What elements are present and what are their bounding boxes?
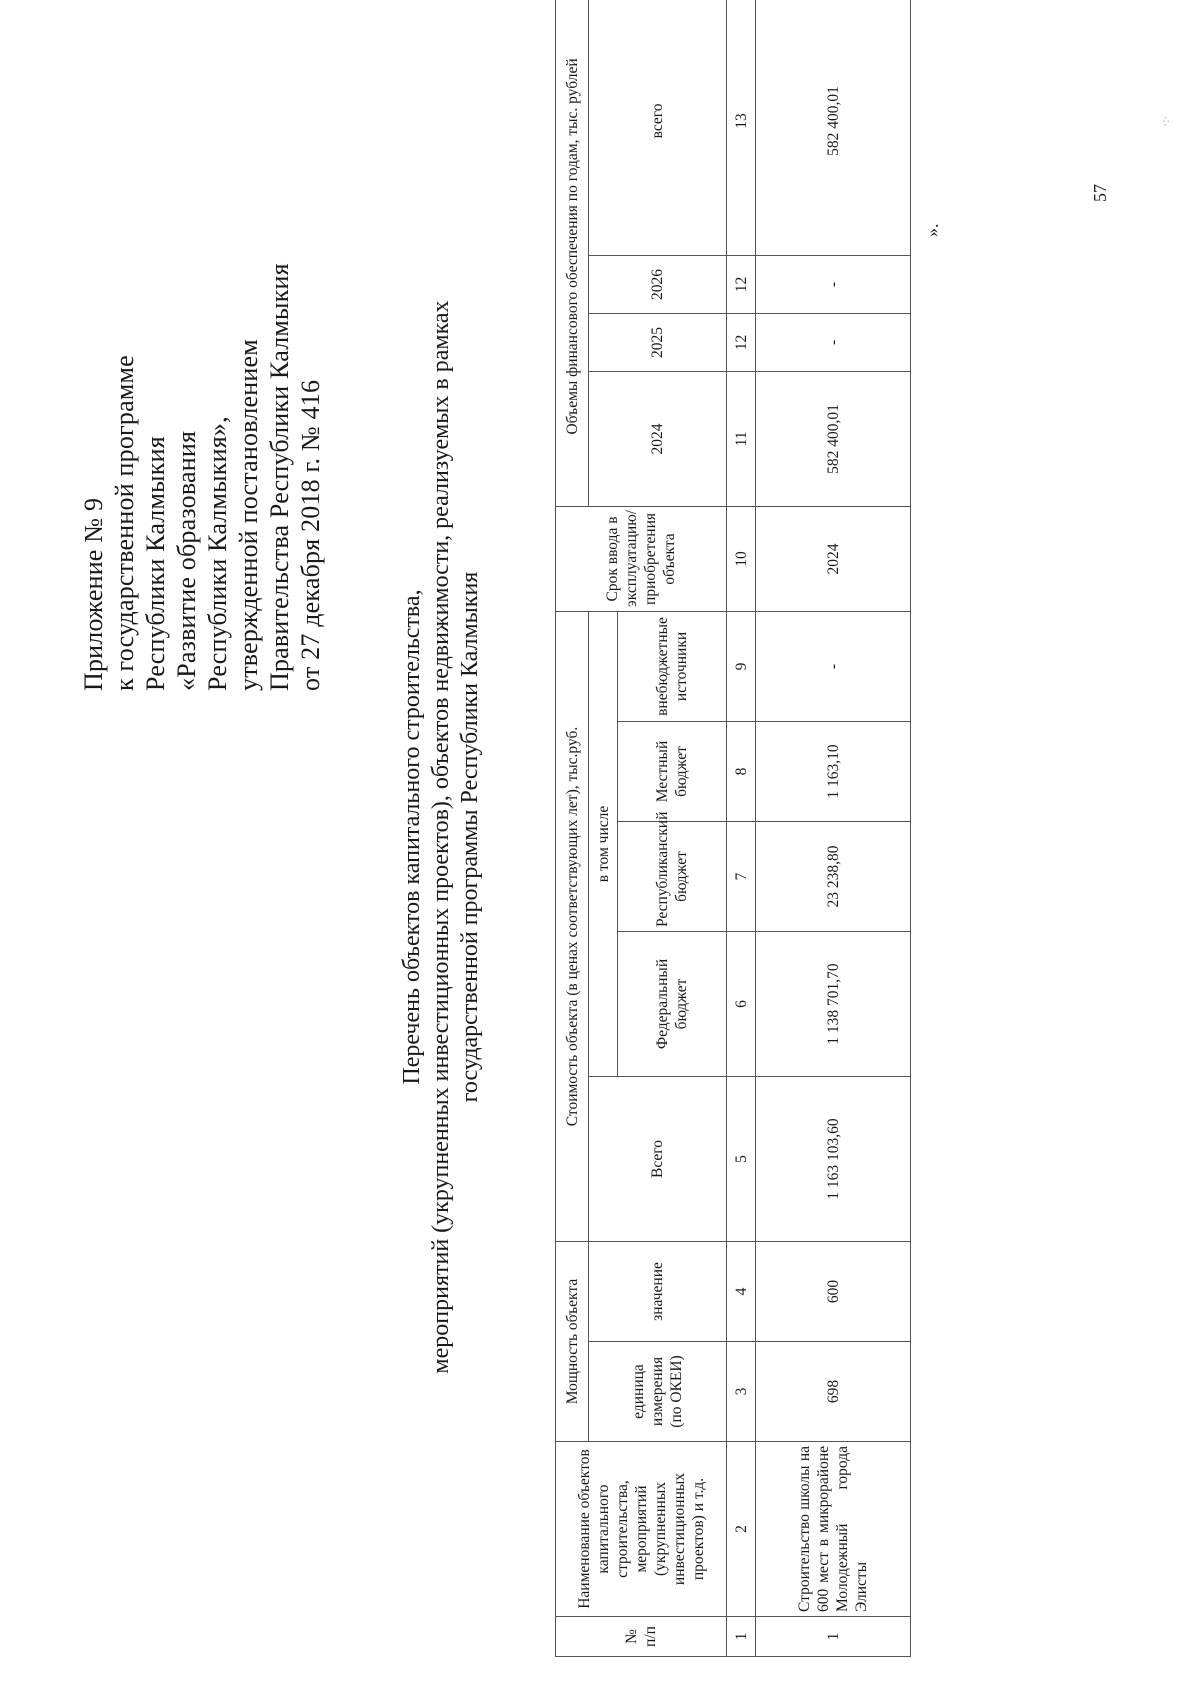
- header-year-2024: 2024: [589, 371, 727, 506]
- header-all: всего: [589, 0, 727, 255]
- header-including: в том числе: [589, 611, 618, 1076]
- header-republican: Республиканский бюджет: [618, 822, 727, 932]
- row-extra: -: [756, 611, 911, 721]
- row-term: 2024: [756, 506, 911, 611]
- page-number: 57: [1090, 184, 1110, 202]
- appendix-header: [78, 131, 326, 691]
- header-year-2025: 2025: [589, 313, 727, 371]
- appendix-line: Правительства Республики Калмыкия: [265, 263, 294, 691]
- appendix-line: от 27 декабря 2018 г. № 416: [296, 379, 325, 691]
- column-number: 6: [727, 932, 756, 1077]
- header-name: Наименование объектов капитального строительства, мероприятий (укрупненных инвестиционных проектов) и т.д.: [556, 1442, 727, 1617]
- closing-quote: ».: [922, 223, 942, 237]
- row-value: 600: [756, 1242, 911, 1342]
- appendix-line: утвержденной постановлением: [234, 339, 263, 691]
- column-number: 8: [727, 722, 756, 822]
- row-name: Строительство школы на 600 мест в микрорайоне Молодежный города Элисты: [756, 1442, 911, 1617]
- header-value: значение: [589, 1242, 727, 1342]
- row-local: 1 163,10: [756, 722, 911, 822]
- row-year-2024: 582 400,01: [756, 371, 911, 506]
- document-title: [398, 157, 485, 1517]
- header-unit: единица измерения (по ОКЕИ): [589, 1342, 727, 1442]
- table-row: [756, 0, 911, 1657]
- row-num: 1: [756, 1617, 911, 1657]
- column-number: 3: [727, 1342, 756, 1442]
- row-year-2026: -: [756, 255, 911, 313]
- column-number: 12: [727, 313, 756, 371]
- column-number: 10: [727, 506, 756, 611]
- header-local: Местный бюджет: [618, 722, 727, 822]
- row-republican: 23 238,80: [756, 822, 911, 932]
- title-line: мероприятий (укрупненных инвестиционных проектов), объектов недвижимости, реализуемых в рамках: [428, 300, 454, 1374]
- header-funding: Объемы финансового обеспечения по годам, тыс. рублей: [556, 0, 589, 506]
- column-number: 7: [727, 822, 756, 932]
- appendix-line: «Развитие образования: [172, 430, 201, 691]
- column-number: 2: [727, 1442, 756, 1617]
- appendix-line: Приложение № 9: [79, 497, 108, 691]
- header-capacity: Мощность объекта: [556, 1242, 589, 1442]
- header-num: № п/п: [556, 1617, 727, 1657]
- column-number: 11: [727, 371, 756, 506]
- column-number: 1: [727, 1617, 756, 1657]
- row-federal: 1 138 701,70: [756, 932, 911, 1077]
- header-cost: Стоимость объекта (в ценах соответствующих лет), тыс.руб.: [556, 611, 589, 1241]
- row-all: 582 400,01: [756, 0, 911, 255]
- header-term: Срок ввода в эксплуатацию/приобретения объекта: [556, 506, 727, 611]
- appendix-line: Республики Калмыкия: [141, 436, 170, 691]
- column-number: 5: [727, 1077, 756, 1242]
- column-number: 13: [727, 0, 756, 255]
- header-year-2026: 2026: [589, 255, 727, 313]
- scan-artifact-mark: ·:·: [1158, 115, 1172, 127]
- appendix-line: Республики Калмыкия»,: [203, 416, 232, 691]
- title-line: государственной программы Республики Калмыкия: [457, 571, 483, 1103]
- column-number: 4: [727, 1242, 756, 1342]
- header-federal: Федеральный бюджет: [618, 932, 727, 1077]
- objects-table: [555, 0, 911, 1657]
- column-number: 12: [727, 255, 756, 313]
- header-extra: внебюджетные источники: [618, 611, 727, 721]
- header-total: Всего: [589, 1077, 727, 1242]
- appendix-line: к государственной программе: [110, 355, 139, 691]
- row-total: 1 163 103,60: [756, 1077, 911, 1242]
- row-year-2025: -: [756, 313, 911, 371]
- title-line: Перечень объектов капитального строительства,: [399, 589, 425, 1085]
- row-unit: 698: [756, 1342, 911, 1442]
- column-number: 9: [727, 611, 756, 721]
- column-number-row: [727, 0, 756, 1657]
